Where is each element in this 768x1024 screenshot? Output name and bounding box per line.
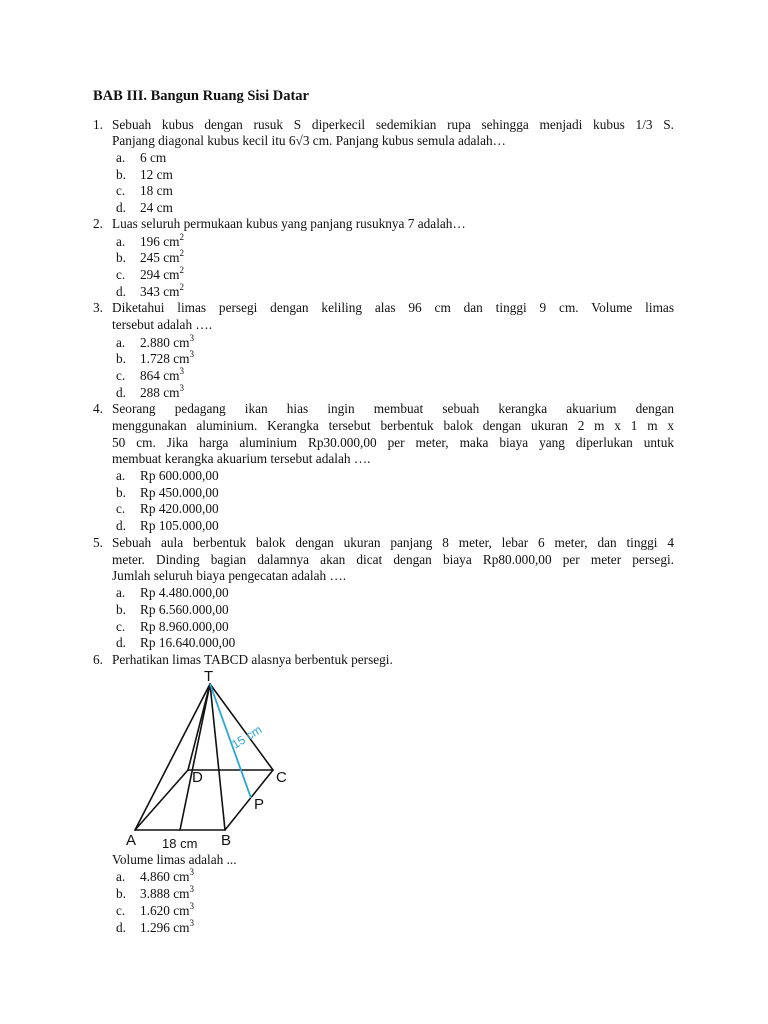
question-4-text-line: menggunakan aluminium. Kerangka tersebut berbentuk balok dengan ukuran 2 m x 1 m x	[112, 418, 674, 433]
option-text: Rp 8.960.000,00	[140, 619, 229, 634]
option-letter: a.	[116, 234, 126, 249]
pyramid-diagram	[120, 667, 340, 852]
option-text: 294 $cm^2$	[140, 264, 185, 282]
option-letter: c.	[116, 903, 126, 918]
option-letter: d.	[116, 284, 126, 299]
option-text: 1.728 $cm^3$	[140, 348, 194, 366]
question-5-text-line: Jumlah seluruh biaya pengecatan adalah ….	[112, 568, 347, 583]
edge-TC	[210, 684, 273, 770]
option-text: 864 $cm^3$	[140, 365, 185, 383]
question-2-number: 2.	[93, 216, 103, 231]
option-letter: c.	[116, 267, 126, 282]
option-text: Rp 105.000,00	[140, 518, 219, 533]
option-text: 1.620 $cm^3$	[140, 900, 194, 918]
option-letter: c.	[116, 501, 126, 516]
option-letter: d.	[116, 518, 126, 533]
option-text: 6 cm	[140, 150, 167, 165]
question-4-number: 4.	[93, 401, 103, 416]
option-letter: b.	[116, 250, 126, 265]
question-5-number: 5.	[93, 535, 103, 550]
edge-BC	[225, 770, 273, 830]
option-letter: d.	[116, 385, 126, 400]
question-1-text-line: Sebuah kubus dengan rusuk S diperkecil sedemikian rupa sehingga menjadi kubus 1/3 S.	[112, 117, 674, 132]
option-text: Rp 4.480.000,00	[140, 585, 229, 600]
question-3-text-line: tersebut adalah ….	[112, 317, 213, 332]
question-3-number: 3.	[93, 300, 103, 315]
option-letter: d.	[116, 635, 126, 650]
option-letter: a.	[116, 150, 126, 165]
option-letter: a.	[116, 335, 126, 350]
vertex-label-B: B	[221, 832, 232, 849]
edge-T-base-front	[180, 684, 210, 830]
question-4-text-line: 50 cm. Jika harga aluminium Rp30.000,00 per meter, maka biaya yang diperlukan untuk	[112, 435, 674, 450]
option-letter: a.	[116, 468, 126, 483]
vertex-label-T: T	[204, 668, 214, 685]
option-text: Rp 600.000,00	[140, 468, 219, 483]
option-text: 288 $cm^3$	[140, 382, 185, 400]
question-5-text-line: meter. Dinding bagian dalamnya akan dicat dengan biaya Rp80.000,00 per meter persegi.	[112, 552, 674, 567]
question-3-text-line: Diketahui limas persegi dengan keliling alas 96 cm dan tinggi 9 cm. Volume limas	[112, 300, 674, 315]
option-letter: d.	[116, 920, 126, 935]
option-letter: b.	[116, 886, 126, 901]
option-text: Rp 420.000,00	[140, 501, 219, 516]
vertex-label-D: D	[192, 769, 203, 786]
question-6-prompt: Volume limas adalah ...	[112, 852, 237, 867]
option-text: Rp 16.640.000,00	[140, 635, 236, 650]
question-4-text-line: membuat kerangka akuarium tersebut adalah ….	[112, 451, 371, 466]
option-text: 4.860 $cm^3$	[140, 866, 194, 884]
question-1-number: 1.	[93, 117, 103, 132]
question-2-text-line: Luas seluruh permukaan kubus yang panjang rusuknya 7 adalah…	[112, 216, 466, 231]
option-letter: c.	[116, 619, 126, 634]
option-text: 12 cm	[140, 167, 173, 182]
vertex-label-A: A	[126, 832, 137, 849]
option-text: 245 $cm^2$	[140, 247, 185, 265]
option-letter: b.	[116, 485, 126, 500]
option-letter: a.	[116, 585, 126, 600]
question-6-text-line: Perhatikan limas TABCD alasnya berbentuk persegi.	[112, 652, 393, 667]
option-letter: b.	[116, 167, 126, 182]
option-text: 2.880 $cm^3$	[140, 332, 194, 350]
option-text: 196 $cm^2$	[140, 231, 185, 249]
option-text: 343 $cm^2$	[140, 281, 185, 299]
question-1-text-line: Panjang diagonal kubus kecil itu 6√3 cm. Panjang kubus semula adalah…	[112, 133, 506, 148]
question-6-number: 6.	[93, 652, 103, 667]
page-title: BAB III. Bangun Ruang Sisi Datar	[93, 88, 309, 104]
option-text: 1.296 $cm^3$	[140, 917, 194, 935]
slant-length-label: 15 cm	[229, 722, 265, 752]
option-letter: c.	[116, 183, 126, 198]
option-text: 18 cm	[140, 183, 173, 198]
edge-TA	[135, 684, 210, 830]
question-4-text-line: Seorang pedagang ikan hias ingin membuat sebuah kerangka akuarium dengan	[112, 401, 674, 416]
option-letter: c.	[116, 368, 126, 383]
option-text: 24 cm	[140, 200, 173, 215]
option-text: Rp 6.560.000,00	[140, 602, 229, 617]
base-length-label: 18 cm	[162, 836, 198, 851]
option-letter: b.	[116, 602, 126, 617]
vertex-label-C: C	[276, 769, 287, 786]
option-text: Rp 450.000,00	[140, 485, 219, 500]
option-letter: a.	[116, 869, 126, 884]
option-text: 3.888 $cm^3$	[140, 883, 194, 901]
option-letter: d.	[116, 200, 126, 215]
question-5-text-line: Sebuah aula berbentuk balok dengan ukuran panjang 8 meter, lebar 6 meter, dan tinggi 4	[112, 535, 674, 550]
vertex-label-P: P	[254, 796, 265, 813]
option-letter: b.	[116, 351, 126, 366]
